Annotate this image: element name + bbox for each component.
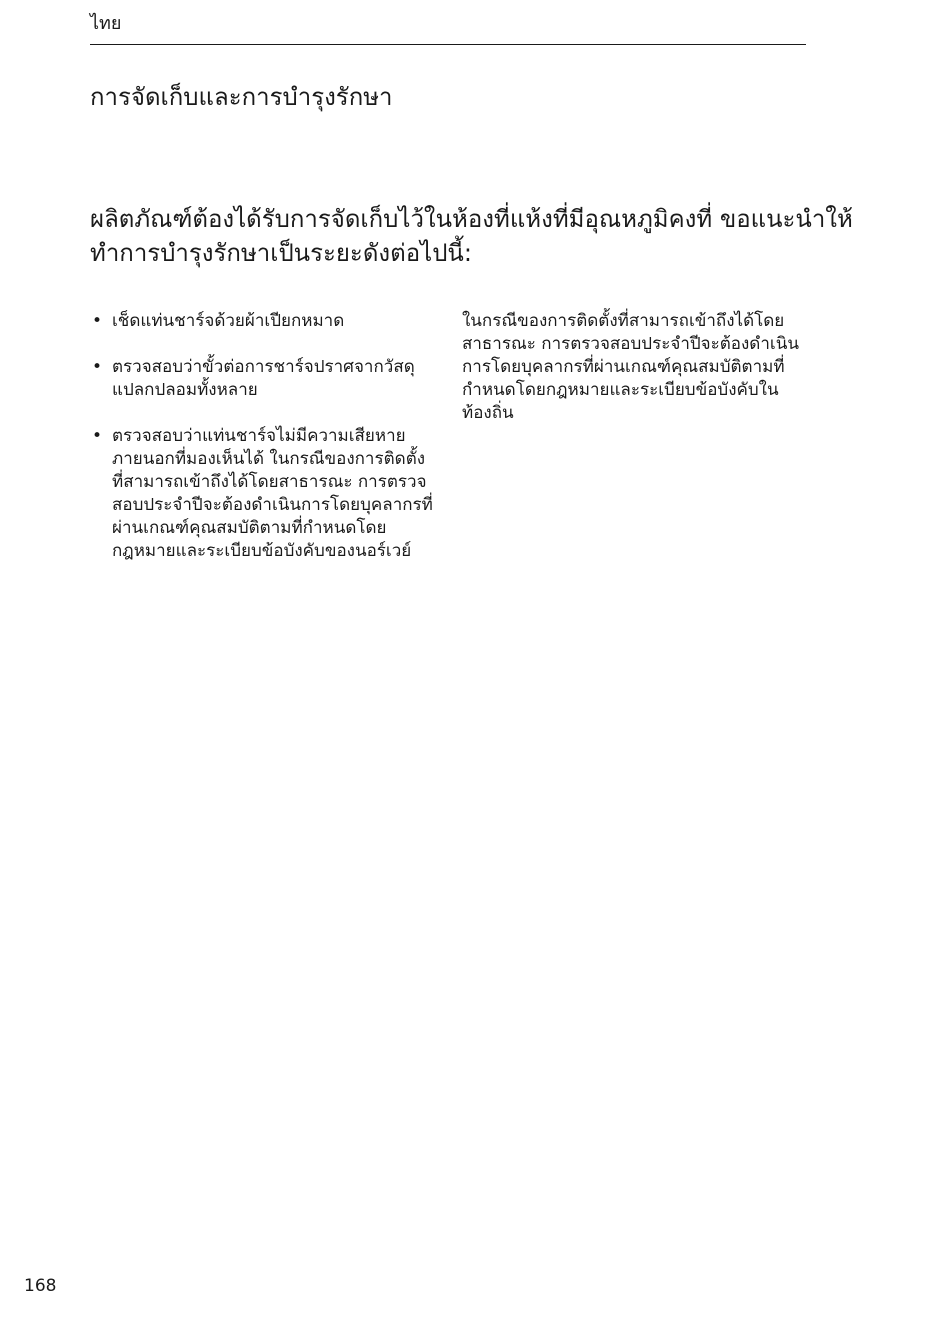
list-item bbox=[90, 310, 435, 333]
language-label: ไทย bbox=[90, 13, 122, 34]
bullet-icon: • bbox=[92, 426, 103, 446]
bullet-icon: • bbox=[92, 311, 103, 331]
page-number: 168 bbox=[24, 1276, 57, 1296]
list-item bbox=[90, 425, 435, 563]
list-item-text: เช็ดแท่นชาร์จด้วยผ้าเปียกหมาด bbox=[112, 311, 345, 331]
header-divider bbox=[90, 44, 806, 45]
right-column-paragraph: ในกรณีของการติดตั้งที่สามารถเข้าถึงได้โดยสาธารณะ การตรวจสอบประจำปีจะต้องดำเนินการโดยบุคลากรที่ผ่านเกณฑ์คุณสมบัติตามที่กำหนดโดยกฎหมายและระเบียบข้อบังคับในท้องถิ่น bbox=[462, 311, 799, 423]
list-item-text: ตรวจสอบว่าขั้วต่อการชาร์จปราศจากวัสดุแปลกปลอมทั้งหลาย bbox=[112, 357, 415, 400]
list-item-text: ตรวจสอบว่าแท่นชาร์จไม่มีความเสียหายภายนอกที่มองเห็นได้ ในกรณีของการติดตั้งที่สามารถเข้าถึงได้โดยสาธารณะ การตรวจสอบประจำปีจะต้องดำเนินการโดยบุคลากรที่ผ่านเกณฑ์คุณสมบัติตามที่กำหนดโดยกฎหมายและระเบียบข้อบังคับของนอร์เวย์ bbox=[112, 426, 433, 561]
section-title: การจัดเก็บและการบำรุงรักษา bbox=[90, 83, 393, 111]
list-item bbox=[90, 356, 435, 402]
maintenance-list bbox=[90, 310, 435, 586]
intro-paragraph: ผลิตภัณฑ์ต้องได้รับการจัดเก็บไว้ในห้องที่แห้งที่มีอุณหภูมิคงที่ ขอแนะนำให้ทำการบำรุงรักษาเป็นระยะดังต่อไปนี้: bbox=[90, 205, 853, 267]
bullet-icon: • bbox=[92, 357, 103, 377]
